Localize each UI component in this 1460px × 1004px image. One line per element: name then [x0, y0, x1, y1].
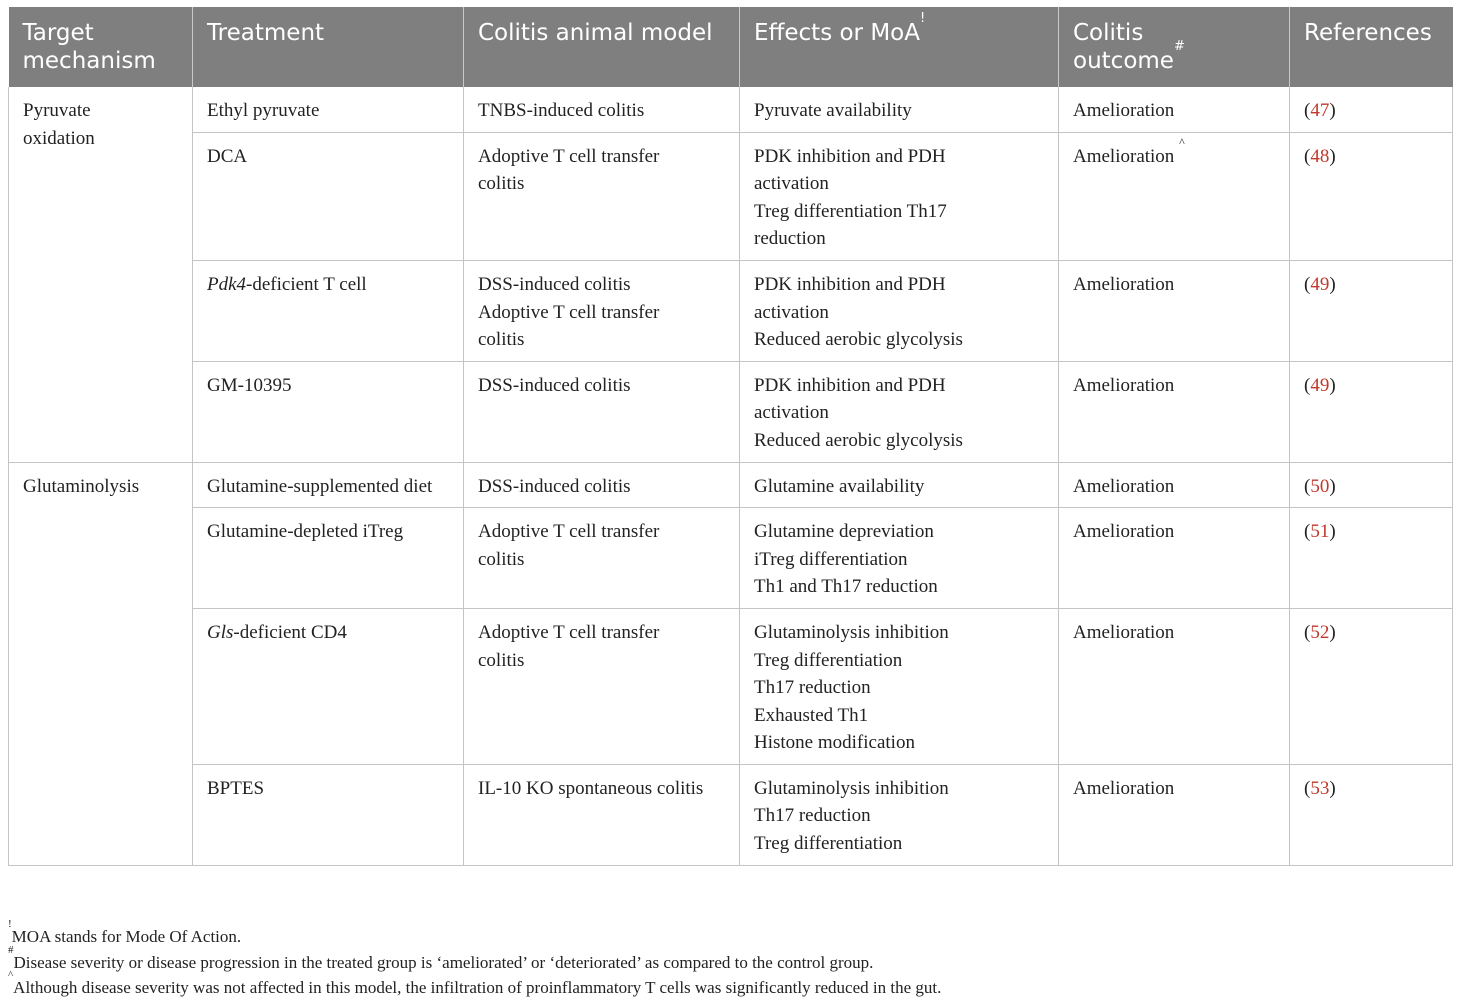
cell-effects: PDK inhibition and PDH activation Reduced aerobic glycolysis [740, 361, 1059, 462]
cell-reference: (47) [1290, 87, 1453, 132]
header-outcome: Colitis outcome# [1059, 7, 1290, 87]
treatment-gene-name: Pdk4 [207, 273, 247, 295]
table-row [9, 260, 1453, 361]
cell-treatment [193, 508, 464, 609]
cell-animal-model: Adoptive T cell transfer colitis [464, 608, 740, 764]
cell-treatment [193, 764, 464, 865]
cell-effects: Pyruvate availability [740, 87, 1059, 132]
cell-effects: Glutamine availability [740, 462, 1059, 508]
cell-animal-model: TNBS-induced colitis [464, 87, 740, 132]
table-footnotes [8, 918, 1452, 1001]
cell-outcome: Amelioration ^ [1059, 132, 1290, 260]
cell-reference: (48) [1290, 132, 1453, 260]
colitis-treatment-table [8, 7, 1453, 866]
footnote [8, 918, 1452, 950]
treatment-label: Glutamine-depleted iTreg [207, 521, 404, 543]
treatment-label: DCA [207, 145, 248, 167]
header-references: References [1290, 7, 1453, 87]
cell-reference: (49) [1290, 361, 1453, 462]
footnote-text: Disease severity or disease progression in the treated group is ‘ameliorated’ or ‘deteriorated’ as compared to the control group. [13, 952, 874, 972]
cell-effects: Glutamine depreviation iTreg differentiation Th1 and Th17 reduction [740, 508, 1059, 609]
cell-animal-model: DSS-induced colitis [464, 361, 740, 462]
cell-outcome: Amelioration [1059, 260, 1290, 361]
cell-treatment [193, 361, 464, 462]
footnote-mark: ^ [8, 969, 14, 981]
header-effects-footnote-mark: ! [919, 11, 926, 26]
treatment-label: -deficient CD4 [233, 621, 347, 643]
cell-treatment [193, 608, 464, 764]
cell-outcome: Amelioration [1059, 508, 1290, 609]
cell-animal-model: Adoptive T cell transfer colitis [464, 508, 740, 609]
cell-target-mechanism: Glutaminolysis [9, 462, 193, 865]
treatment-gene-name: Gls [207, 621, 234, 643]
footnote-text: Although disease severity was not affected in this model, the infiltration of proinflammatory T cells was significantly reduced in the gut. [13, 978, 942, 997]
cell-reference: (53) [1290, 764, 1453, 865]
table-row [9, 361, 1453, 462]
treatment-label: Ethyl pyruvate [207, 100, 320, 121]
treatment-label: GM-10395 [207, 374, 292, 396]
cell-effects: PDK inhibition and PDH activation Treg differentiation Th17 reduction [740, 132, 1059, 260]
cell-animal-model: DSS-induced colitis Adoptive T cell transfer colitis [464, 260, 740, 361]
cell-treatment [193, 260, 464, 361]
reference-link[interactable]: 52 [1310, 621, 1330, 643]
cell-outcome: Amelioration [1059, 87, 1290, 132]
cell-outcome: Amelioration [1059, 361, 1290, 462]
cell-target-mechanism: Pyruvate oxidation [9, 87, 193, 462]
header-effects [740, 7, 1059, 87]
footnote-mark: ! [8, 918, 12, 930]
reference-link[interactable]: 49 [1310, 374, 1330, 396]
cell-animal-model: IL-10 KO spontaneous colitis [464, 764, 740, 865]
cell-reference: (50) [1290, 462, 1453, 508]
header-effects-label: Effects or MoA [754, 20, 920, 46]
treatment-label: -deficient T cell [246, 273, 367, 295]
table-row [9, 87, 1453, 132]
table-row [9, 764, 1453, 865]
outcome-footnote-mark: ^ [1179, 134, 1185, 149]
cell-outcome: Amelioration [1059, 608, 1290, 764]
cell-effects: PDK inhibition and PDH activation Reduced aerobic glycolysis [740, 260, 1059, 361]
cell-effects: Glutaminolysis inhibition Treg differentiation Th17 reduction Exhausted Th1 Histone modification [740, 608, 1059, 764]
cell-treatment [193, 132, 464, 260]
footnote-text: MOA stands for Mode Of Action. [11, 927, 242, 946]
header-treatment: Treatment [193, 7, 464, 87]
table-body [9, 87, 1453, 865]
table-row [9, 508, 1453, 609]
cell-reference: (51) [1290, 508, 1453, 609]
footnote [8, 969, 1452, 1001]
table-row [9, 608, 1453, 764]
header-target-mechanism: Target mechanism [9, 7, 193, 87]
header-outcome-footnote-mark: # [1173, 39, 1185, 54]
reference-link[interactable]: 50 [1310, 475, 1330, 497]
cell-animal-model: DSS-induced colitis [464, 462, 740, 508]
table-row [9, 132, 1453, 260]
cell-reference: (49) [1290, 260, 1453, 361]
cell-animal-model: Adoptive T cell transfer colitis [464, 132, 740, 260]
treatment-label: BPTES [207, 777, 265, 799]
cell-outcome: Amelioration [1059, 764, 1290, 865]
reference-link[interactable]: 53 [1310, 777, 1330, 799]
footnote [8, 943, 1452, 976]
reference-link[interactable]: 49 [1310, 273, 1330, 295]
reference-link[interactable]: 47 [1310, 100, 1330, 121]
table-header-row [9, 7, 1453, 87]
reference-link[interactable]: 48 [1310, 145, 1330, 167]
cell-outcome: Amelioration [1059, 462, 1290, 508]
cell-treatment [193, 462, 464, 508]
cell-treatment [193, 87, 464, 132]
footnote-mark: # [8, 943, 14, 956]
table-row [9, 462, 1453, 508]
header-animal-model: Colitis animal model [464, 7, 740, 87]
cell-reference: (52) [1290, 608, 1453, 764]
reference-link[interactable]: 51 [1310, 521, 1330, 543]
cell-effects: Glutaminolysis inhibition Th17 reduction Treg differentiation [740, 764, 1059, 865]
treatment-label: Glutamine-supplemented diet [207, 475, 433, 497]
